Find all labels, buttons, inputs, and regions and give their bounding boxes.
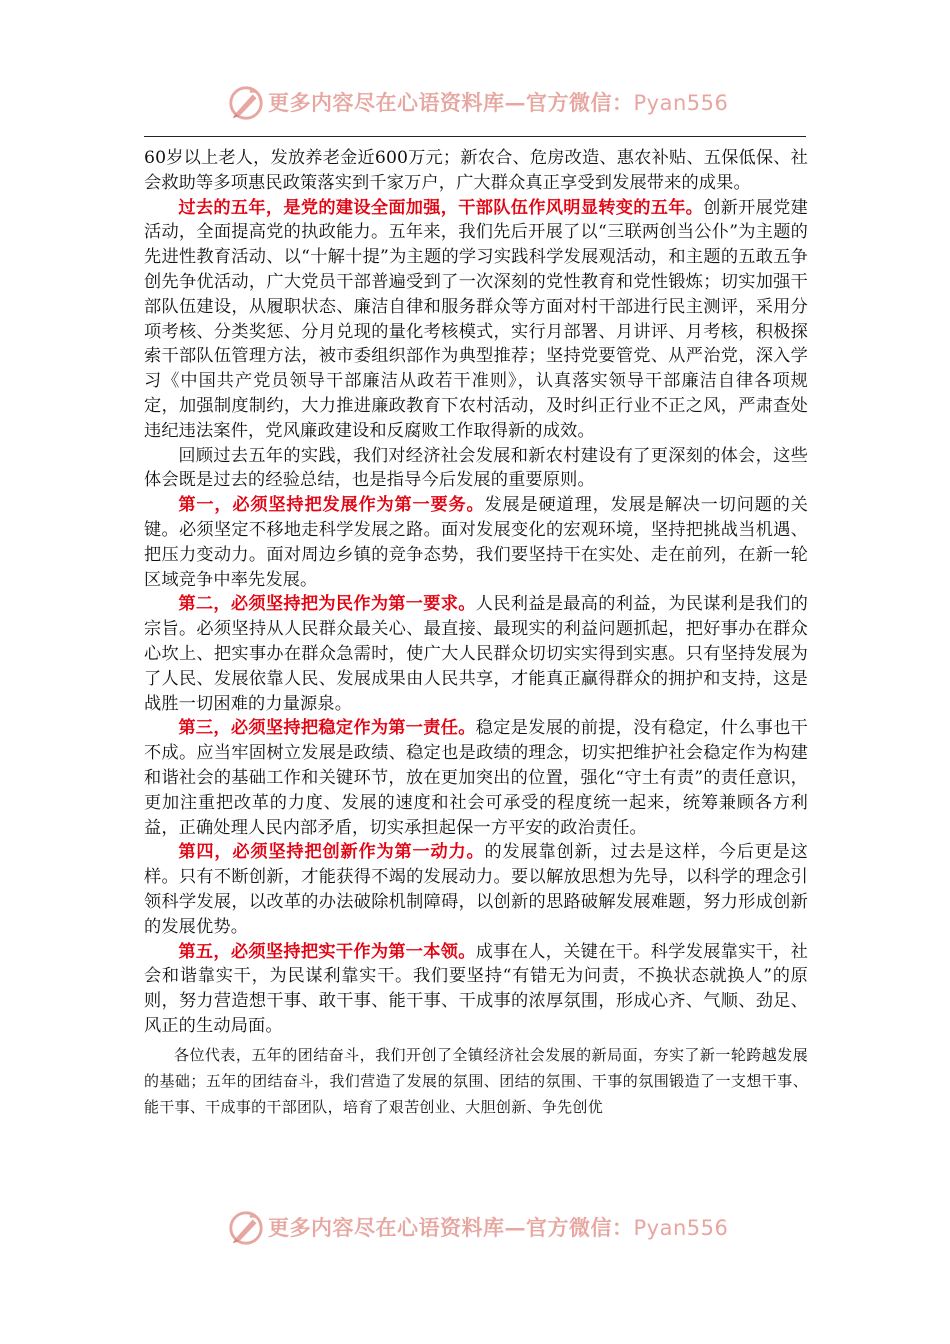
watermark-text: 更多内容尽在心语资料库—官方微信：Pyan556 — [268, 90, 729, 115]
paragraph-7: 第四，必须坚持把创新作为第一动力。的发展靠创新，过去是这样，今后更是这样。只有不断创新，才能获得不竭的发展动力。要以解放思想为先导，以科学的理念引领科学发展，以改革的办法破除机制障碍，以创新的思路破解发展难题，努力形成创新的发展优势。 — [144, 842, 808, 937]
paragraph-2: 过去的五年，是党的建设全面加强，干部队伍作风明显转变的五年。创新开展党建活动，全面提高党的执政能力。五年来，我们先后开展了以“三联两创当公仆”为主题的先进性教育活动、以“十解十提”为主题的学习实践科学发展观活动，和主题的五敢五争创先争优活动，广大党员干部普遍受到了一次深刻的党性教育和党性锻炼；切实加强干部队伍建设，从履职状态、廉洁自律和服务群众等方面对村干部进行民主测评，采用分项考核、分类奖惩、分月兑现的量化考核模式，实行月部署、月讲评、月考核，积极探索干部队伍管理方法，被市委组织部作为典型推荐；坚持党要管党、从严治党，深入学习《中国共产党员领导干部廉洁从政若干准则》，认真落实领导干部廉洁自律各项规定，加强制度制约，大力推进廉政教育下农村活动，及时纠正行业不正之风，严肃查处违纪违法案件，党风廉政建设和反腐败工作取得新的成效。 — [144, 197, 808, 441]
paragraph-5: 第二，必须坚持把为民作为第一要求。人民利益是最高的利益，为民谋利是我们的宗旨。必须坚持从人民群众最关心、最直接、最现实的利益问题抓起，把好事办在群众心坎上、把实事办在群众急需时，使广大人民群众切切实实得到实惠。只有坚持发展为了人民、发展依靠人民、发展成果由人民共享，才能真正赢得群众的拥护和支持，这是战胜一切困难的力量源泉。 — [144, 594, 808, 714]
paragraph-3: 回顾过去五年的实践，我们对经济社会发展和新农村建设有了更深刻的体会，这些体会既是过去的经验总结，也是指导今后发展的重要原则。 — [144, 445, 808, 491]
watermark-text: 更多内容尽在心语资料库—官方微信：Pyan556 — [268, 1215, 729, 1240]
paragraph-lead: 过去的五年，是党的建设全面加强，干部队伍作风明显转变的五年。 — [178, 197, 704, 218]
paragraph-lead: 第四，必须坚持把创新作为第一动力。 — [178, 842, 485, 863]
footer-watermark-banner — [0, 1203, 950, 1253]
paragraph-lead: 第三，必须坚持把稳定作为第一责任。 — [178, 718, 476, 739]
paragraph-lead: 第一，必须坚持把发展作为第一要务。 — [178, 495, 485, 516]
header-watermark-banner — [0, 78, 950, 128]
paragraph-1: 60岁以上老人，发放养老金近600万元；新农合、危房改造、惠农补贴、五保低保、社会救助等多项惠民政策落实到千家万户，广大群众真正享受到发展带来的成果。 — [144, 148, 808, 193]
paragraph-lead: 第五，必须坚持把实干作为第一本领。 — [178, 941, 476, 962]
paragraph-4: 第一，必须坚持把发展作为第一要务。发展是硬道理，发展是解决一切问题的关键。必须坚定不移地走科学发展之路。面对发展变化的宏观环境，坚持把挑战当机遇、把压力变动力。面对周边乡镇的竞争态势，我们要坚持干在实处、走在前列，在新一轮区域竞争中率先发展。 — [144, 495, 808, 590]
paragraph-9: 各位代表，五年的团结奋斗，我们开创了全镇经济社会发展的新局面，夯实了新一轮跨越发展的基础；五年的团结奋斗，我们营造了发展的氛围、团结的氛围、干事的氛围锻造了一支想干事、能干事、干成事的干部团队，培育了艰苦创业、大胆创新、争先创优 — [144, 1045, 808, 1116]
paragraph-lead: 第二，必须坚持把为民作为第一要求。 — [178, 594, 476, 615]
paragraph-6: 第三，必须坚持把稳定作为第一责任。稳定是发展的前提，没有稳定，什么事也干不成。应当牢固树立发展是政绩、稳定也是政绩的理念，切实把维护社会稳定作为构建和谐社会的基础工作和关键环节，放在更加突出的位置，强化“守土有责”的责任意识，更加注重把改革的力度、发展的速度和社会可承受的程度统一起来，统筹兼顾各方利益，正确处理人民内部矛盾，切实承担起保一方平安的政治责任。 — [144, 718, 808, 838]
paragraph-8: 第五，必须坚持把实干作为第一本领。成事在人，关键在干。科学发展靠实干，社会和谐靠实干，为民谋利靠实干。我们要坚持“有错无为问责，不换状态就换人”的原则，努力营造想干事、敢干事、能干事、干成事的浓厚氛围，形成心齐、气顺、劲足、风正的生动局面。 — [144, 941, 808, 1036]
document-body — [144, 146, 808, 1120]
pen-logo-icon — [227, 1209, 265, 1247]
pen-logo-icon — [227, 84, 265, 122]
header-rule — [144, 136, 806, 137]
